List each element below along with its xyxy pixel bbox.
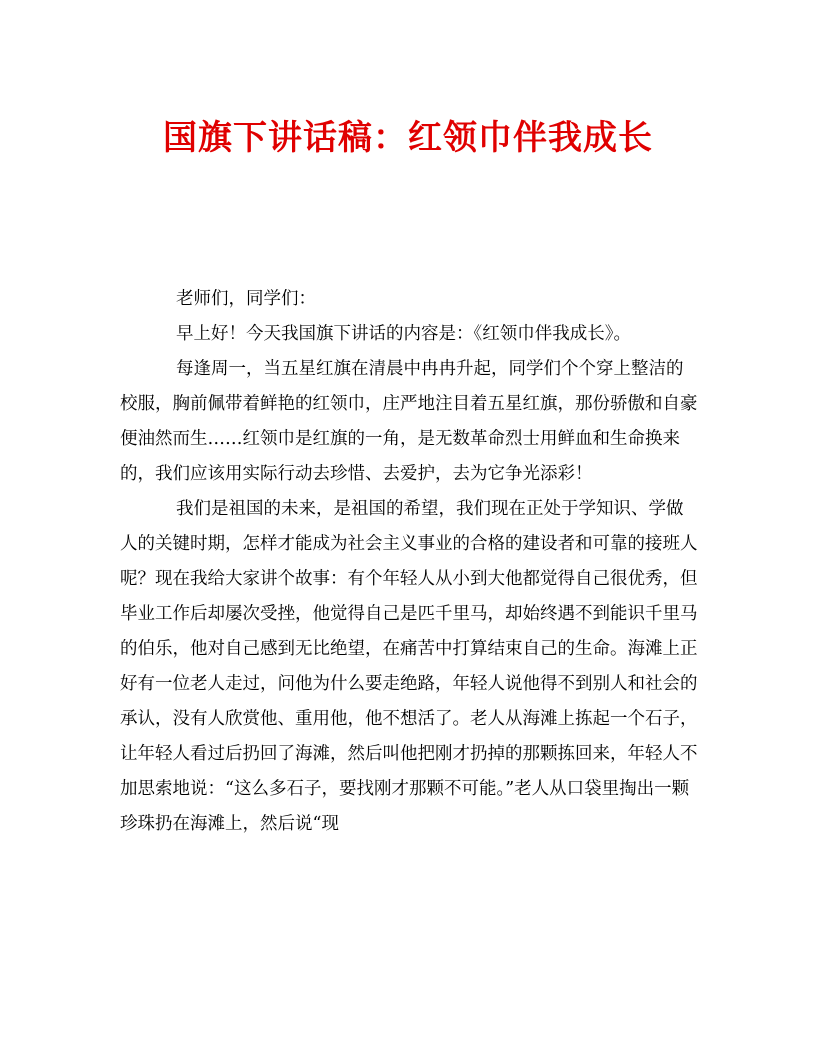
document-body <box>120 282 700 842</box>
paragraph-story: 我们是祖国的未来，是祖国的希望，我们现在正处于学知识、学做人的关键时期，怎样才能成为社会主义事业的合格的建设者和可靠的接班人呢？现在我给大家讲个故事：有个年轻人从小到大他都觉得自己很优秀，但毕业工作后却屡次受挫，他觉得自己是匹千里马，却始终遇不到能识千里马的伯乐，他对自己感到无比绝望，在痛苦中打算结束自己的生命。海滩上正好有一位老人走过，问他为什么要走绝路，年轻人说他得不到别人和社会的承认，没有人欣赏他、重用他，他不想活了。老人从海滩上拣起一个石子，让年轻人看过后扔回了海滩，然后叫他把刚才扔掉的那颗拣回来，年轻人不加思索地说：“这么多石子，要找刚才那颗不可能。”老人从口袋里掏出一颗珍珠扔在海滩上，然后说“现 <box>120 499 698 834</box>
document-title: 国旗下讲话稿：红领巾伴我成长 <box>163 118 653 158</box>
paragraph-greeting: 早上好！今天我国旗下讲话的内容是：《红领巾伴我成长》。 <box>176 324 631 344</box>
paragraph-salutation: 老师们，同学们： <box>176 289 316 309</box>
paragraph-flag-raising: 每逢周一，当五星红旗在清晨中冉冉升起，同学们个个穿上整洁的校服，胸前佩带着鲜艳的红领巾，庄严地注目着五星红旗，那份骄傲和自豪便油然而生……红领巾是红旗的一角，是无数革命烈士用鲜血和生命换来的，我们应该用实际行动去珍惜、去爱护，去为它争光添彩！ <box>120 359 698 484</box>
